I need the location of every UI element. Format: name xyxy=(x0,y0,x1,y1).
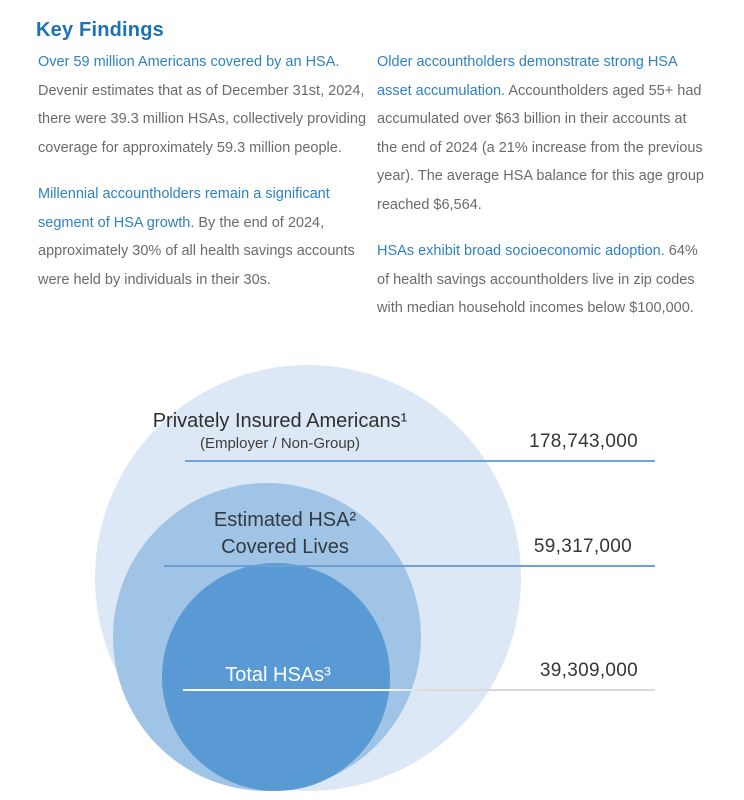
ring-label-covered-lives xyxy=(135,507,435,561)
ring-value-total-hsas: 39,309,000 xyxy=(539,660,638,681)
ring-value-covered-lives: 59,317,000 xyxy=(533,536,632,557)
finding-paragraph-socioeconomic xyxy=(377,237,708,323)
page-title: Key Findings xyxy=(36,19,164,42)
ring-label-line1: Estimated HSA² xyxy=(213,509,357,531)
ring-label-line1: Total HSAs³ xyxy=(225,664,331,686)
ring-value-privately-insured: 178,743,000 xyxy=(529,431,638,452)
finding-body: Devenir estimates that as of December 31st, 2024, there were 39.3 million HSAs, collectively providing coverage for approximately 59.3 million people. xyxy=(38,82,367,156)
ring-label-total-hsas xyxy=(178,662,378,688)
leader-line-total-hsas xyxy=(183,689,655,691)
ring-label-line2: (Employer / Non-Group) xyxy=(199,435,361,452)
ring-label-line1: Privately Insured Americans¹ xyxy=(152,410,408,432)
ring-label-line2: Covered Lives xyxy=(221,536,349,558)
findings-left-column xyxy=(38,48,371,312)
finding-body: 64% of health savings accountholders live in zip codes with median household incomes below $100,000. xyxy=(377,243,698,316)
finding-body: Accountholders aged 55+ had accumulated over $63 billion in their accounts at the end of 2024 (a 21% increase from the previous year). The average HSA balance for this age group reached $6,564. xyxy=(377,82,704,213)
finding-paragraph-hsa-coverage xyxy=(38,48,371,162)
finding-body: By the end of 2024, approximately 30% of all health savings accounts were held by individuals in their 30s. xyxy=(38,214,355,288)
leader-line-covered-lives xyxy=(164,565,655,567)
finding-lead: Millennial accountholders remain a significant segment of HSA growth. xyxy=(38,186,330,231)
finding-paragraph-millennials xyxy=(38,180,371,294)
finding-paragraph-older-accountholders xyxy=(377,48,708,219)
leader-line-privately-insured xyxy=(185,460,655,462)
findings-right-column xyxy=(377,48,708,341)
finding-lead: HSAs exhibit broad socioeconomic adoption. xyxy=(377,243,665,259)
finding-lead: Over 59 million Americans covered by an HSA. xyxy=(38,54,340,70)
finding-lead: Older accountholders demonstrate strong HSA asset accumulation. xyxy=(377,54,677,99)
ring-label-privately-insured xyxy=(100,408,460,454)
